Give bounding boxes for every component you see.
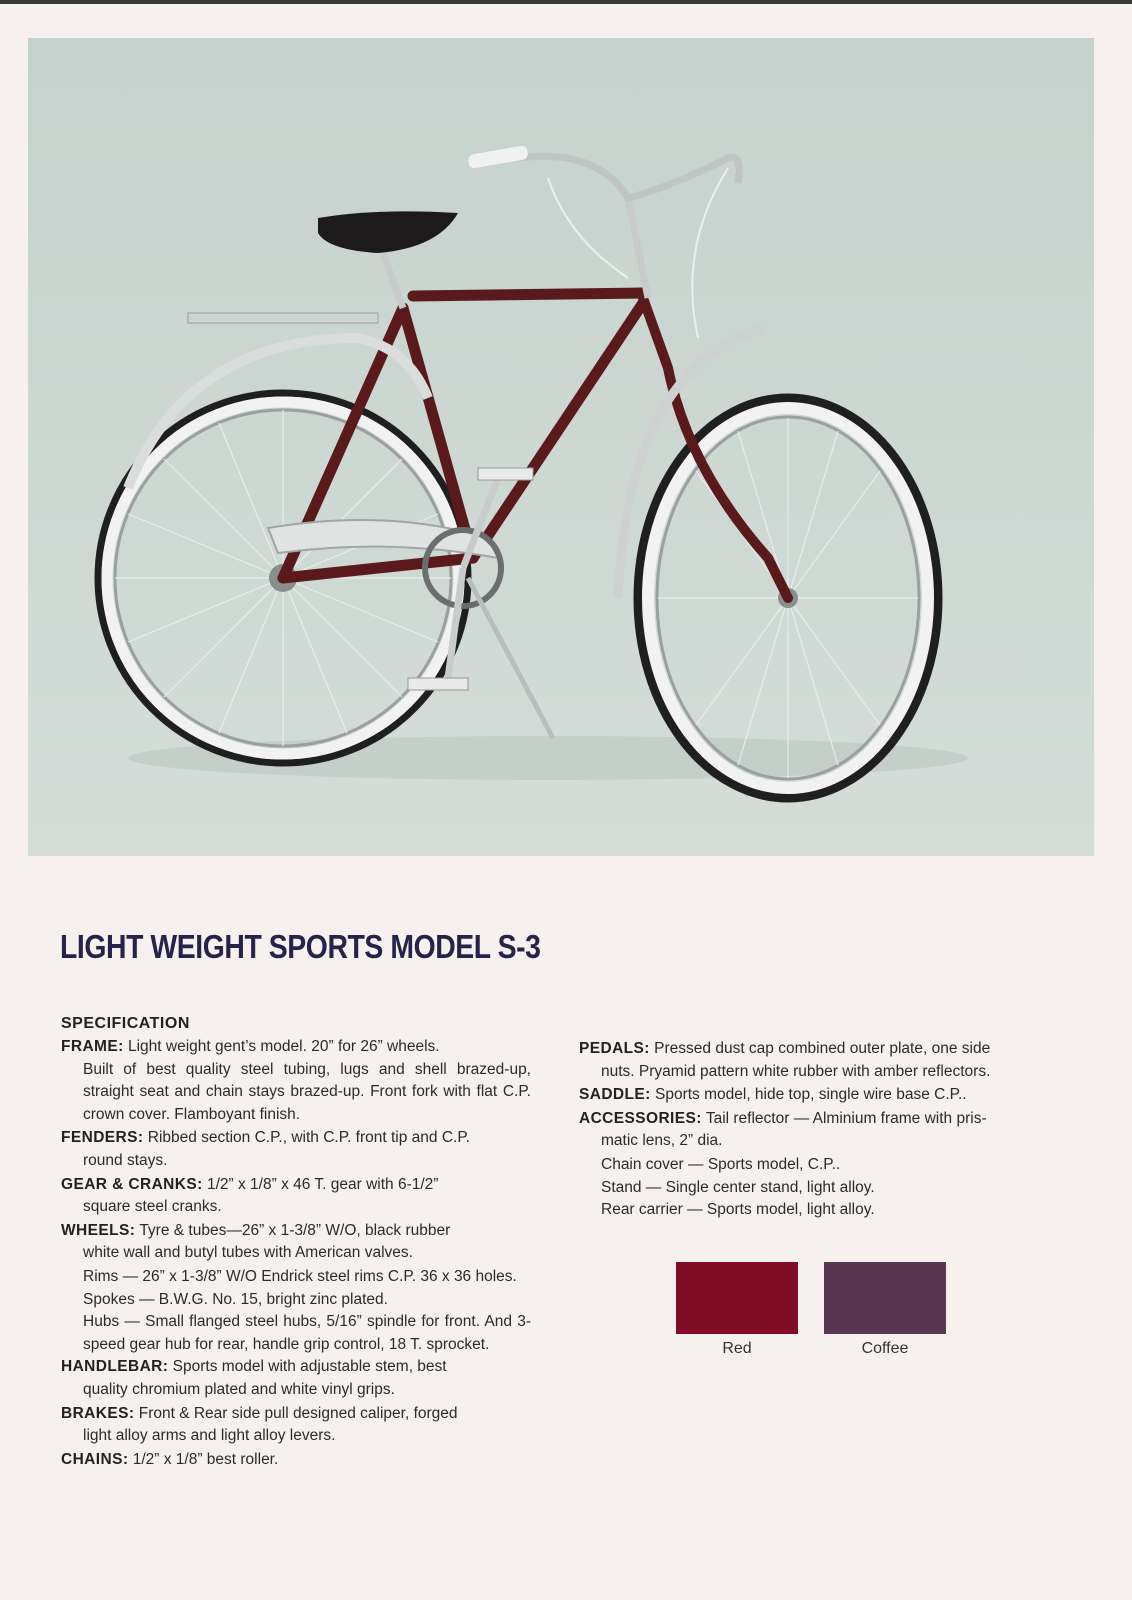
spec-key: SADDLE: [579,1086,651,1104]
rear-carrier [188,313,378,323]
spec-pedals [579,1038,1059,1083]
spec-cont: matic lens, 2” dia. [601,1132,723,1150]
spec-text: Front & Rear side pull designed caliper, forged [138,1404,458,1422]
spec-cont: light alloy arms and light alloy levers. [83,1427,336,1445]
spec-chains [61,1449,531,1472]
spec-wheels [61,1220,531,1265]
spec-key: FENDERS: [61,1129,144,1147]
spec-text: Tyre & tubes—26” x 1-3/8” W/O, black rubber [139,1221,451,1239]
spec-handlebar [61,1356,531,1401]
accessories-rear-carrier: Rear carrier — Sports model, light alloy. [601,1201,875,1219]
spec-brakes [61,1403,531,1448]
spec-text: Sports model, hide top, single wire base C.P.. [655,1086,967,1104]
color-label-coffee: Coffee [861,1340,909,1357]
spec-column-right [579,1038,1059,1222]
wheels-hubs: Hubs — Small flanged steel hubs, 5/16” spindle for front. And 3-speed gear hub for rear, handle grip control, 18 T. sprocket. [83,1313,531,1353]
wheels-rims: Rims — 26” x 1-3/8” W/O Endrick steel rims C.P. 36 x 36 holes. [83,1267,517,1285]
spec-key: PEDALS: [579,1040,650,1057]
spec-text: 1/2” x 1/8” x 46 T. gear with 6-1/2” [206,1175,439,1193]
page-top-edge [0,0,1132,4]
spec-cont: square steel cranks. [83,1198,222,1216]
color-swatch-coffee [824,1262,946,1334]
spec-cont: Built of best quality steel tubing, lugs and shell brazed-up, straight seat and chain stays brazed-up. Front fork with flat C.P. crown cover. Flamboyant finish. [83,1060,531,1123]
color-label-red: Red [722,1340,752,1357]
saddle [318,211,458,253]
spec-key: BRAKES: [61,1404,135,1422]
spec-text: Tail reflector — Alminium frame with pris- [705,1109,987,1127]
bicycle-photo [28,38,1094,856]
spec-key: CHAINS: [61,1450,129,1468]
spec-saddle [579,1084,1059,1107]
spec-text: Ribbed section C.P., with C.P. front tip and C.P. [147,1129,470,1147]
page-title: LIGHT WEIGHT SPORTS MODEL S-3 [60,928,541,965]
color-swatch-red [676,1262,798,1334]
handlebar [518,156,739,198]
spec-cont: round stays. [83,1151,168,1169]
kickstand [468,578,553,738]
spec-key: GEAR & CRANKS: [61,1175,203,1193]
spec-text: Sports model with adjustable stem, best [172,1358,447,1376]
wheels-spokes: Spokes — B.W.G. No. 15, bright zinc plated. [83,1290,388,1308]
accessories-stand: Stand — Single center stand, light alloy. [601,1178,875,1196]
accessories-chain-cover: Chain cover — Sports model, C.P.. [601,1155,841,1173]
spec-text: Pressed dust cap combined outer plate, one side [654,1040,991,1057]
spec-key: HANDLEBAR: [61,1358,169,1376]
spec-cont: quality chromium plated and white vinyl grips. [83,1380,395,1398]
spec-key: FRAME: [61,1038,124,1055]
spec-key: WHEELS: [61,1221,136,1239]
spec-fenders [61,1127,531,1172]
spec-text: Light weight gent’s model. 20” for 26” wheels. [127,1038,440,1055]
spec-column-left [61,1036,531,1472]
spec-gear-cranks [61,1174,531,1219]
bicycle-illustration [28,38,1094,856]
specification-heading: SPECIFICATION [61,1015,190,1032]
spec-cont: nuts. Pryamid pattern white rubber with amber reflectors. [601,1062,991,1080]
spec-accessories [579,1108,1059,1153]
spec-cont: white wall and butyl tubes with American valves. [83,1244,413,1262]
spec-text: 1/2” x 1/8” best roller. [132,1450,279,1468]
spec-key: ACCESSORIES: [579,1109,702,1127]
spec-frame [61,1036,531,1126]
